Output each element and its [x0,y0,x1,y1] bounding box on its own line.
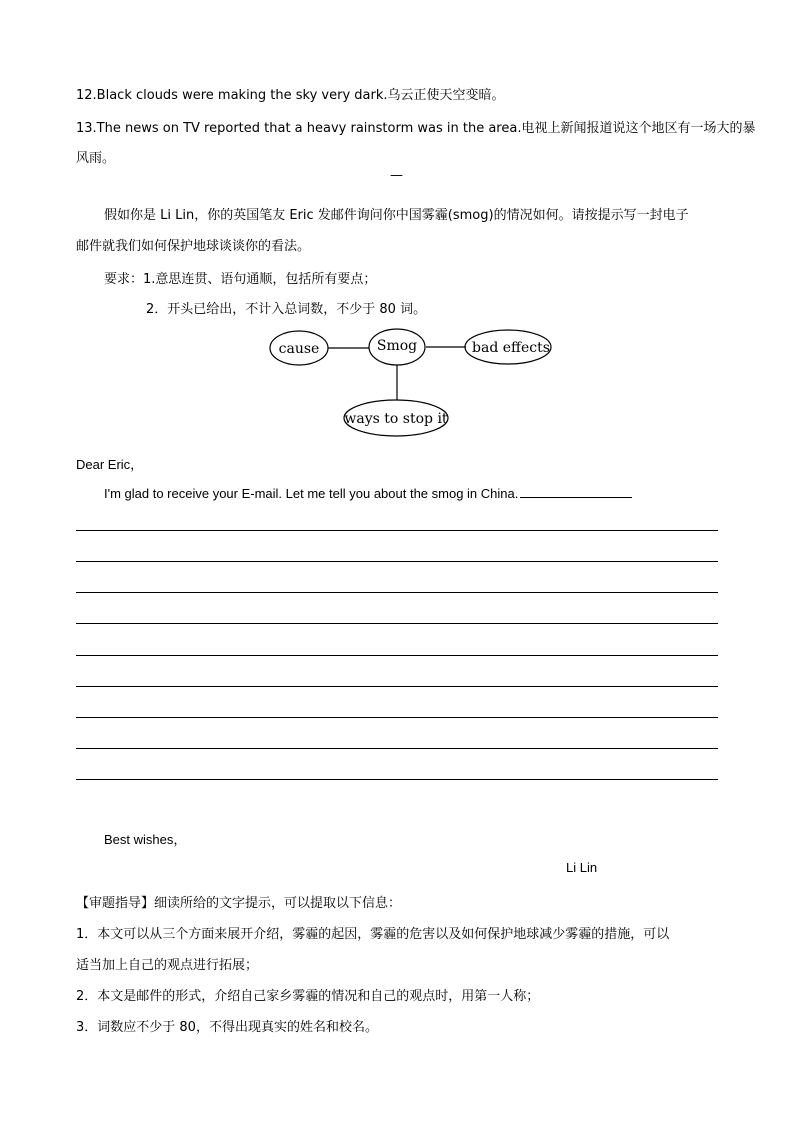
smog-mind-map [0,0,794,460]
letter-opening: I'm glad to receive your E-mail. Let me tell you about the smog in China. [104,486,519,501]
answer-blank[interactable] [520,485,632,498]
requirement-2: 2．开头已给出，不计入总词数，不少于 80 词。 [146,302,427,317]
letter-signature: Li Lin [566,860,598,875]
item-12: 12.Black clouds were making the sky very dark.乌云正使天空变暗。 [76,88,505,103]
task-line1: 假如你是 Li Lin，你的英国笔友 Eric 发邮件询问你中国雾霾(smog)的情况如何。请按提示写一封电子 [104,208,689,223]
writing-line[interactable] [76,592,718,593]
requirement-1: 要求：1.意思连贯、语句通顺，包括所有要点； [104,272,377,287]
guide-point-1-line2: 适当加上自己的观点进行拓展； [76,958,259,973]
section-mark: — [390,168,403,183]
writing-line[interactable] [76,655,718,656]
ways-label: ways to stop it [344,411,448,427]
letter-greeting: Dear Eric， [76,457,144,472]
item-13-line2: 风雨。 [76,151,116,166]
writing-line[interactable] [76,686,718,687]
guide-point-3: 3．词数应不少于 80，不得出现真实的姓名和校名。 [76,1020,378,1035]
cause-label: cause [278,341,320,357]
item-13-line1: 13.The news on TV reported that a heavy rainstorm was in the area.电视上新闻报道说这个地区有一场大的暴 [76,121,756,136]
writing-line[interactable] [76,779,718,780]
bad-effects-label: bad effects [472,340,550,356]
guide-point-2: 2．本文是邮件的形式，介绍自己家乡雾霾的情况和自己的观点时，用第一人称； [76,989,540,1004]
writing-line[interactable] [76,717,718,718]
smog-label: Smog [376,338,418,354]
writing-line[interactable] [76,748,718,749]
writing-line[interactable] [76,623,718,624]
letter-opening-row [104,485,632,501]
letter-closing: Best wishes， [104,832,187,847]
guide-point-1-line1: 1．本文可以从三个方面来展开介绍，雾霾的起因，雾霾的危害以及如何保护地球减少雾霾的措施，可以 [76,927,670,942]
writing-line[interactable] [76,530,718,531]
task-line2: 邮件就我们如何保护地球谈谈你的看法。 [76,239,311,254]
writing-line[interactable] [76,561,718,562]
guide-heading: 【审题指导】细读所给的文字提示，可以提取以下信息： [76,896,402,911]
